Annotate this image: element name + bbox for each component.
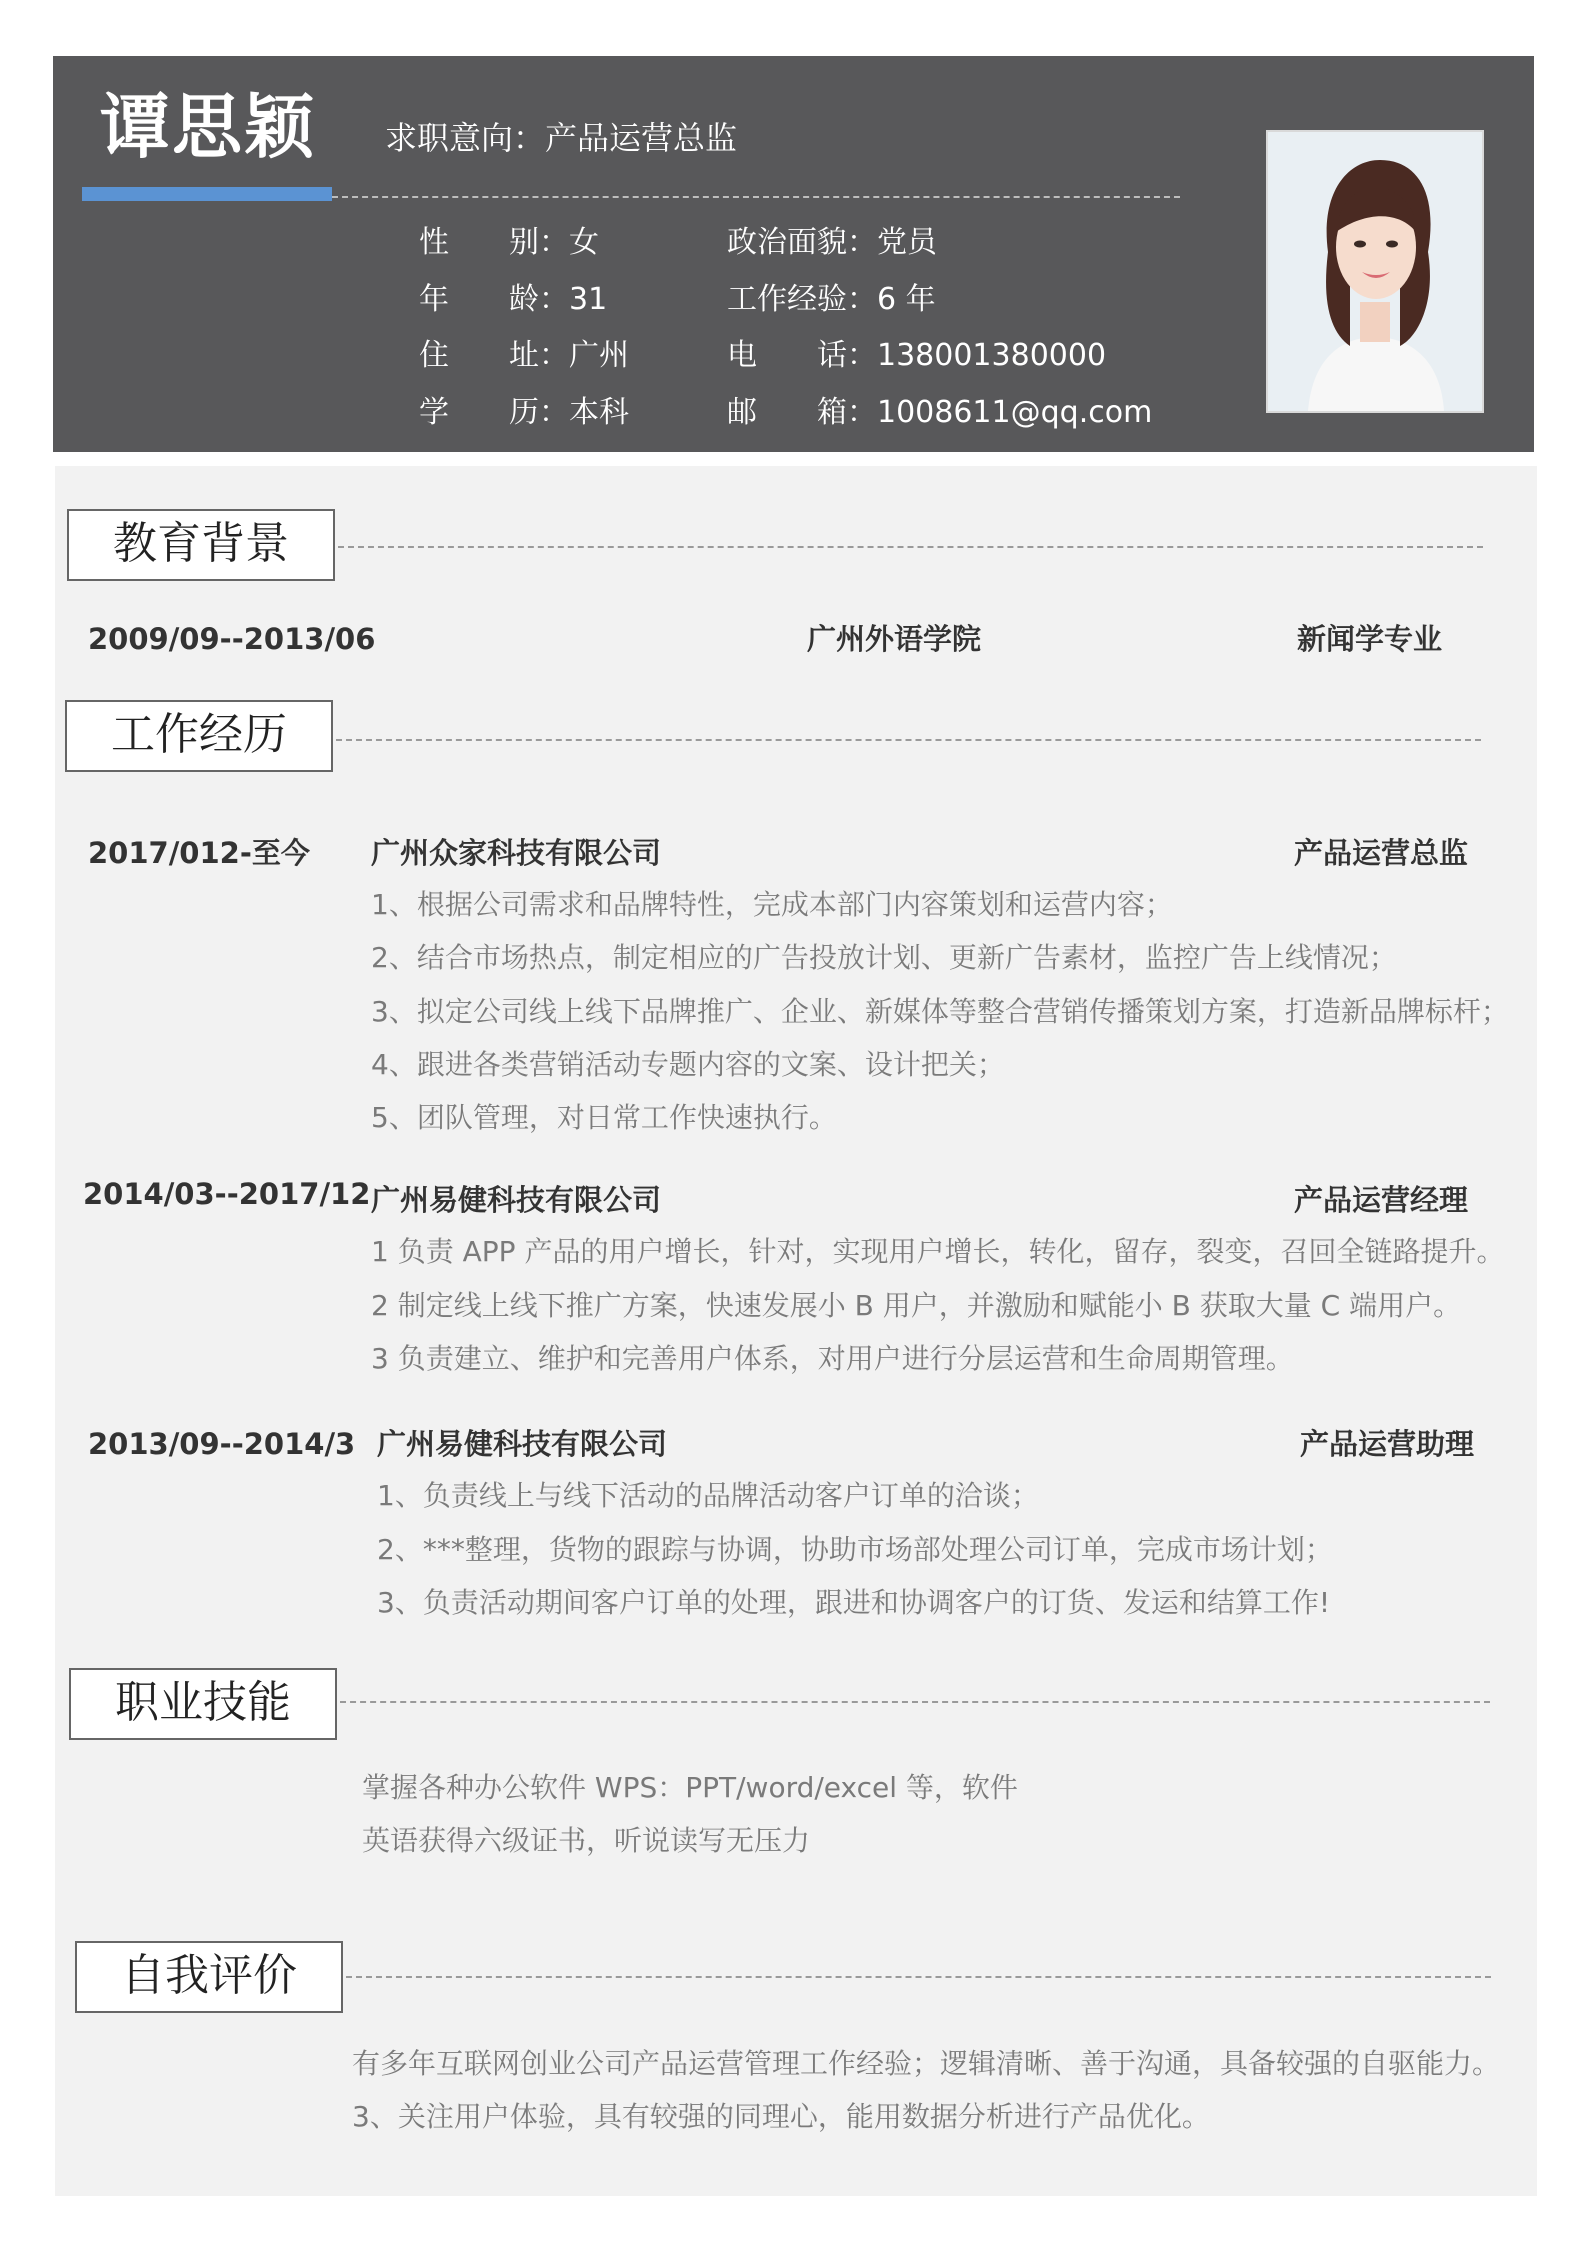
education-major: 新闻学专业 [1297,622,1443,656]
skill-line: 英语获得六级证书，听说读写无压力 [362,1824,811,1857]
job-3-duty: 2、***整理，货物的跟踪与协调，协助市场部处理公司订单，完成市场计划； [377,1533,1333,1566]
header-divider [332,196,1180,198]
job-1-position: 产品运营总监 [1294,836,1469,870]
candidate-name: 谭思颖 [100,86,316,168]
job-2-period: 2014/03--2017/12 [83,1177,371,1211]
job-2-company: 广州易健科技有限公司 [371,1183,662,1217]
info-education: 学 历：本科 [419,395,629,430]
job-2-position: 产品运营经理 [1294,1183,1469,1217]
job-3-position: 产品运营助理 [1300,1427,1475,1461]
job-1-duty: 3、拟定公司线上线下品牌推广、企业、新媒体等整合营销传播策划方案，打造新品牌标杆； [371,995,1509,1028]
info-email: 邮 箱：1008611@qq.com [727,395,1153,430]
info-gender: 性 别：女 [419,225,599,260]
work-divider [336,739,1481,741]
education-divider [338,546,1483,548]
job-2-duty: 2 制定线上线下推广方案，快速发展小 B 用户，并激励和赋能小 B 获取大量 C 端用户。 [371,1289,1462,1322]
job-3-duty: 3、负责活动期间客户订单的处理，跟进和协调客户的订货、发运和结算工作! [377,1586,1331,1619]
info-phone: 电 话：138001380000 [727,338,1107,373]
name-underline [82,187,332,201]
education-period: 2009/09--2013/06 [88,622,376,656]
job-3-period: 2013/09--2014/3 [88,1427,356,1461]
job-2-duty: 3 负责建立、维护和完善用户体系，对用户进行分层运营和生命周期管理。 [371,1342,1294,1375]
section-title-work: 工作经历 [65,700,333,772]
info-age: 年 龄：31 [419,282,608,317]
self-line: 3、关注用户体验，具有较强的同理心，能用数据分析进行产品优化。 [352,2100,1210,2133]
section-title-self: 自我评价 [75,1941,343,2013]
info-address: 住 址：广州 [419,338,629,373]
skills-divider [340,1701,1490,1703]
info-political: 政治面貌：党员 [727,225,937,260]
job-3-duty: 1、负责线上与线下活动的品牌活动客户订单的洽谈； [377,1479,1039,1512]
job-1-duty: 4、跟进各类营销活动专题内容的文案、设计把关； [371,1048,1005,1081]
info-experience: 工作经验：6 年 [727,282,936,317]
job-1-company: 广州众家科技有限公司 [371,836,662,870]
job-1-duty: 5、团队管理，对日常工作快速执行。 [371,1101,837,1134]
job-1-duty: 2、结合市场热点，制定相应的广告投放计划、更新广告素材，监控广告上线情况； [371,941,1397,974]
education-school: 广州外语学院 [807,622,982,656]
self-divider [346,1976,1491,1978]
self-line: 有多年互联网创业公司产品运营管理工作经验；逻辑清晰、善于沟通，具备较强的自驱能力。 [352,2047,1501,2080]
profile-photo [1266,130,1484,413]
job-intent-label: 求职意向： [385,119,546,157]
skill-line: 掌握各种办公软件 WPS：PPT/word/excel 等，软件 [362,1771,1018,1804]
job-2-duty: 1 负责 APP 产品的用户增长，针对，实现用户增长，转化，留存，裂变，召回全链路提升。 [371,1235,1505,1268]
section-title-education: 教育背景 [67,509,335,581]
job-1-period: 2017/012-至今 [88,836,310,870]
job-1-duty: 1、根据公司需求和品牌特性，完成本部门内容策划和运营内容； [371,888,1173,921]
job-intent [385,118,737,158]
section-title-skills: 职业技能 [69,1668,337,1740]
job-intent-value: 产品运营总监 [545,119,738,157]
job-3-company: 广州易健科技有限公司 [377,1427,668,1461]
